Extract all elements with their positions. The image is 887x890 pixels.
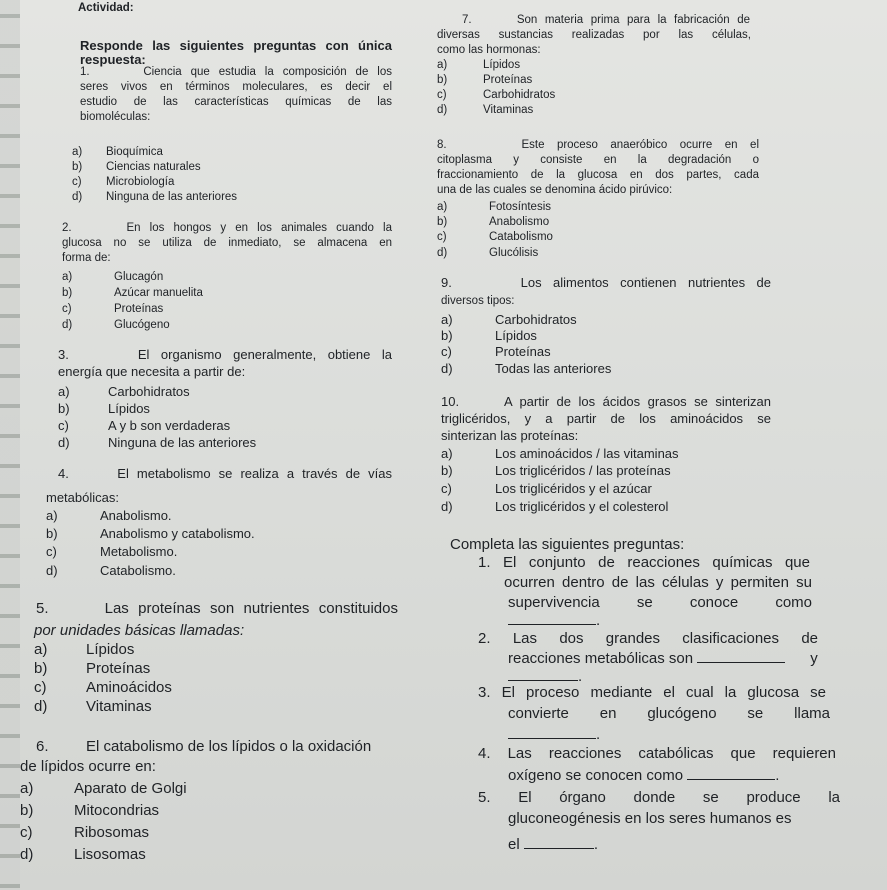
question-8-line-2: citoplasma y consiste en la degradación o [437, 154, 759, 166]
question-6-option-c: c) Ribosomas [20, 824, 150, 841]
activity-label: Actividad: [78, 2, 134, 14]
question-4-option-d: d) Catabolismo. [46, 563, 176, 578]
question-8-line-1: 8. Este proceso anaeróbico ocurre en el [437, 139, 759, 151]
fill-in-4-line-1: 4. Las reacciones catabólicas que requieren [478, 745, 836, 762]
question-4-option-a: a) Anabolismo. [46, 508, 172, 523]
fill-in-1-line-2: ocurren dentro de las células y permiten su [504, 574, 812, 591]
fill-in-1-answer[interactable]: . [508, 612, 600, 629]
question-8-option-a: a) Fotosíntesis [437, 201, 551, 213]
question-2-line-2: glucosa no se utiliza de inmediato, se almacena en [62, 237, 392, 249]
question-5-line-1: 5. Las proteínas son nutrientes constituidos [36, 600, 398, 617]
fill-in-5-line-3: el . [508, 836, 599, 853]
question-10-line-1: 10. A partir de los ácidos grasos se sinterizan [441, 394, 772, 409]
question-7-option-c: c) Carbohidratos [437, 89, 556, 101]
question-9-option-d: d) Todas las anteriores [441, 361, 612, 376]
question-6-option-d: d) Lisosomas [20, 846, 146, 863]
question-8-option-b: b) Anabolismo [437, 216, 550, 228]
question-7-line-3: como las hormonas: [437, 44, 541, 56]
question-5-option-d: d) Vitaminas [34, 698, 152, 715]
question-7-option-b: b) Proteínas [437, 74, 533, 86]
question-3-option-b: b) Lípidos [58, 401, 150, 416]
question-4-line-2: metabólicas: [46, 490, 119, 505]
question-3-line-2: energía que necesita a partir de: [58, 364, 246, 379]
fill-in-4-line-2: oxígeno se conocen como . [508, 767, 780, 784]
question-6-option-b: b) Mitocondrias [20, 802, 160, 819]
fill-in-4-answer[interactable] [687, 778, 775, 780]
question-6-line-1: 6. El catabolismo de los lípidos o la oxidación [36, 738, 372, 755]
question-6-option-a: a) Aparato de Golgi [20, 780, 187, 797]
question-5-option-c: c) Aminoácidos [34, 679, 172, 696]
question-6-line-2: de lípidos ocurre en: [20, 758, 156, 775]
question-1-line-3: estudio de las características químicas de las [80, 96, 392, 108]
instructions-line-1: Responde las siguientes preguntas con única [80, 38, 392, 53]
fill-in-5-line-1: 5. El órgano donde se produce la [478, 789, 840, 806]
fill-in-3-line-1: 3. El proceso mediante el cual la glucosa se [478, 684, 826, 701]
question-1-line-4: biomoléculas: [80, 111, 151, 123]
question-4-option-c: c) Metabolismo. [46, 544, 178, 559]
question-8-option-d: d) Glucólisis [437, 247, 539, 259]
question-2-option-a: a) Glucagón [62, 271, 164, 283]
question-8-line-4: una de las cuales se denomina ácido pirúvico: [437, 184, 673, 196]
question-7-option-a: a) Lípidos [437, 59, 521, 71]
fill-in-heading: Completa las siguientes preguntas: [450, 536, 685, 553]
fill-in-2-line-1: 2. Las dos grandes clasificaciones de [478, 630, 819, 647]
question-3-line-1: 3. El organismo generalmente, obtiene la [58, 347, 392, 362]
fill-in-3-line-2: convierte en glucógeno se llama [508, 705, 830, 722]
question-2-line-1: 2. En los hongos y en los animales cuando la [62, 222, 392, 234]
question-10-option-c: c) Los triglicéridos y el azúcar [441, 481, 652, 496]
fill-in-3-answer[interactable]: . [508, 726, 600, 743]
question-3-option-d: d) Ninguna de las anteriores [58, 435, 257, 450]
fill-in-1-line-1: 1. El conjunto de reacciones químicas que [478, 554, 810, 571]
fill-in-1-line-3: supervivencia se conoce como [508, 594, 812, 611]
question-7-line-1: 7. Son materia prima para la fabricación de [462, 14, 750, 26]
question-2-option-b: b) Azúcar manuelita [62, 287, 203, 299]
question-4-line-1: 4. El metabolismo se realiza a través de vías [58, 466, 392, 481]
question-10-option-b: b) Los triglicéridos / las proteínas [441, 463, 671, 478]
fill-in-2-line-2: reacciones metabólicas son y [508, 650, 818, 667]
notebook-binding [0, 0, 20, 890]
question-7-option-d: d) Vitaminas [437, 104, 534, 116]
question-9-line-1: 9. Los alimentos contienen nutrientes de [441, 275, 772, 290]
question-2-line-3: forma de: [62, 252, 111, 264]
question-3-option-a: a) Carbohidratos [58, 384, 190, 399]
question-9-option-a: a) Carbohidratos [441, 312, 577, 327]
question-9-option-c: c) Proteínas [441, 344, 551, 359]
fill-in-2-answer-2[interactable]: . [508, 668, 582, 685]
question-10-option-a: a) Los aminoácidos / las vitaminas [441, 446, 679, 461]
question-9-option-b: b) Lípidos [441, 328, 537, 343]
question-3-option-c: c) A y b son verdaderas [58, 418, 231, 433]
question-4-option-b: b) Anabolismo y catabolismo. [46, 526, 255, 541]
question-10-line-2: triglicéridos, y a partir de los aminoácidos se [441, 411, 771, 426]
question-1-option-d: d) Ninguna de las anteriores [72, 191, 238, 203]
question-10-line-3: sinterizan las proteínas: [441, 428, 579, 443]
question-5-option-a: a) Lípidos [34, 641, 135, 658]
question-1-line-1: 1. Ciencia que estudia la composición de los [80, 66, 393, 78]
question-1-option-b: b) Ciencias naturales [72, 161, 201, 173]
question-7-line-2: diversas sustancias realizadas por las células, [437, 29, 751, 41]
question-5-option-b: b) Proteínas [34, 660, 151, 677]
question-10-option-d: d) Los triglicéridos y el colesterol [441, 499, 669, 514]
fill-in-5-answer[interactable] [524, 847, 594, 849]
question-5-line-2: por unidades básicas llamadas: [34, 622, 245, 639]
question-8-line-3: fraccionamiento de la glucosa en dos partes, cada [437, 169, 759, 181]
question-2-option-c: c) Proteínas [62, 303, 164, 315]
question-1-option-c: c) Microbiología [72, 176, 175, 188]
question-8-option-c: c) Catabolismo [437, 231, 553, 243]
question-1-option-a: a) Bioquímica [72, 146, 163, 158]
question-1-line-2: seres vivos en términos moleculares, es decir el [80, 81, 392, 93]
question-9-line-2: diversos tipos: [441, 295, 515, 307]
instructions-line-2: respuesta: [80, 52, 146, 67]
fill-in-5-line-2: gluconeogénesis en los seres humanos es [508, 810, 792, 827]
question-2-option-d: d) Glucógeno [62, 319, 170, 331]
fill-in-2-answer-1[interactable] [697, 661, 785, 663]
